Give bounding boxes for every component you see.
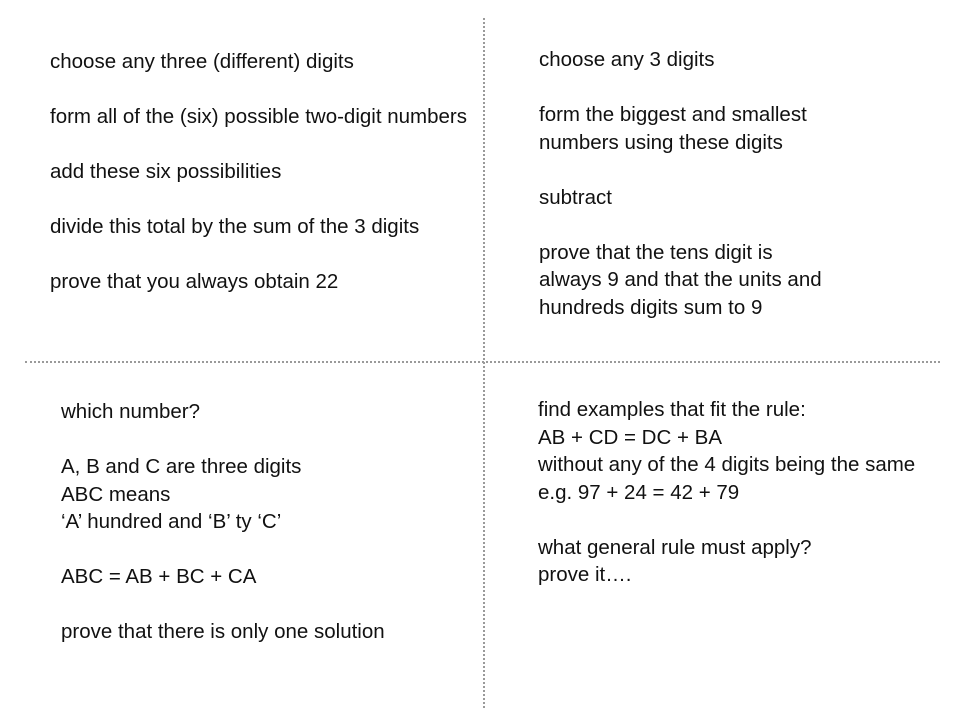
card-text: e.g. 97 + 24 = 42 + 79 — [538, 480, 740, 504]
card-text: prove that there is only one solution — [61, 620, 385, 643]
card-text: without any of the 4 digits being the same — [538, 453, 916, 476]
card-text: A, B and C are three digits — [61, 455, 302, 478]
card-text: prove that you always obtain 22 — [50, 270, 339, 293]
card-top-left — [50, 48, 475, 296]
card-text: prove it…. — [538, 563, 632, 586]
card-top-right — [539, 46, 934, 321]
card-text: find examples that fit the rule: — [538, 398, 806, 421]
card-text: ABC = AB + BC + CA — [61, 565, 257, 588]
card-text: form all of the (six) possible two-digit numbers — [50, 105, 467, 128]
card-bottom-left — [61, 398, 471, 646]
card-text: choose any 3 digits — [539, 48, 715, 71]
card-text: what general rule must apply? — [538, 535, 812, 559]
card-text: form the biggest and smallest — [539, 103, 807, 126]
card-text: divide this total by the sum of the 3 digits — [50, 215, 420, 238]
card-text: add these six possibilities — [50, 160, 282, 183]
card-text: always 9 and that the units and — [539, 268, 822, 291]
card-text: numbers using these digits — [539, 130, 783, 154]
card-text: AB + CD = DC + BA — [538, 425, 722, 449]
card-bottom-right — [538, 396, 938, 589]
card-text: ABC means — [61, 482, 171, 506]
card-text: ‘A’ hundred and ‘B’ ty ‘C’ — [61, 510, 282, 533]
card-text: subtract — [539, 185, 612, 209]
card-text: choose any three (different) digits — [50, 50, 354, 73]
card-text: prove that the tens digit is — [539, 240, 773, 264]
card-text: which number? — [61, 400, 201, 423]
vertical-divider — [483, 18, 485, 708]
horizontal-divider — [25, 361, 940, 363]
card-text: hundreds digits sum to 9 — [539, 295, 763, 319]
